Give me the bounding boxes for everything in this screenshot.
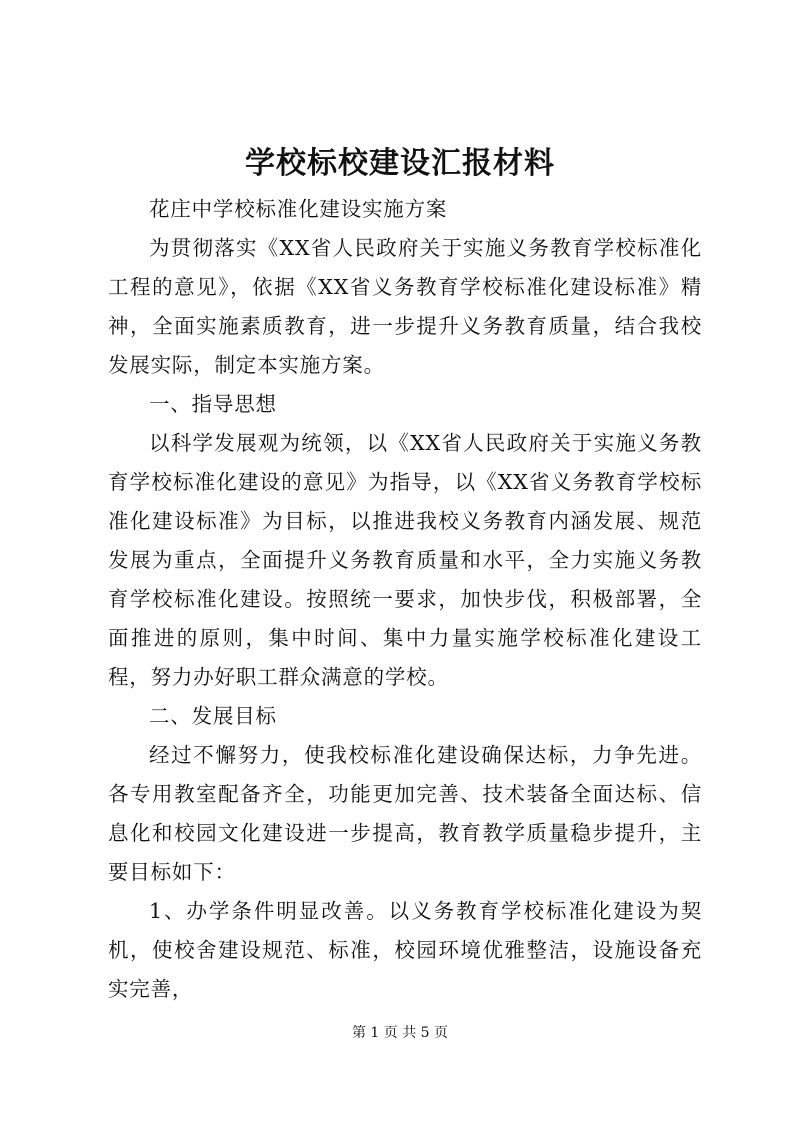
document-title: 学校标校建设汇报材料 (245, 146, 555, 181)
paragraph-guiding-thought: 以科学发展观为统领，以《XX省人民政府关于实施义务教育学校标准化建设的意见》为指导，以《XX省义务教育学校标准化建设标准》为目标，以推进我校义务教育内涵发展、规范发展为重点，全面提升义务教育质量和水平，全力实施义务教育学校标准化建设。按照统一要求，加快步伐，积极部署，全面推进的原则，集中时间、集中力量实施学校标准化建设工程，努力办好职工群众满意的学校。 (108, 431, 702, 689)
paragraph-intro: 为贯彻落实《XX省人民政府关于实施义务教育学校标准化工程的意见》，依据《XX省义务教育学校标准化建设标准》精神，全面实施素质教育，进一步提升义务教育质量，结合我校发展实际，制定本实施方案。 (108, 236, 702, 377)
page-number-footer: 第 1 页 共 5 页 (351, 1025, 449, 1041)
section-heading-development-goals: 二、发展目标 (149, 704, 277, 728)
document-body (108, 190, 702, 1009)
paragraph-goal-1: 1、办学条件明显改善。以义务教育学校标准化建设为契机，使校舍建设规范、标准，校园环境优雅整洁，设施设备充实完善， (108, 899, 702, 1001)
paragraph-development-goals: 经过不懈努力，使我校标准化建设确保达标，力争先进。各专用教室配备齐全，功能更加完善、技术装备全面达标、信息化和校园文化建设进一步提高，教育教学质量稳步提升，主要目标如下： (108, 743, 702, 884)
section-heading-guiding-thought: 一、指导思想 (149, 392, 277, 416)
paragraph-plan-name: 花庄中学校标准化建设实施方案 (149, 197, 448, 221)
